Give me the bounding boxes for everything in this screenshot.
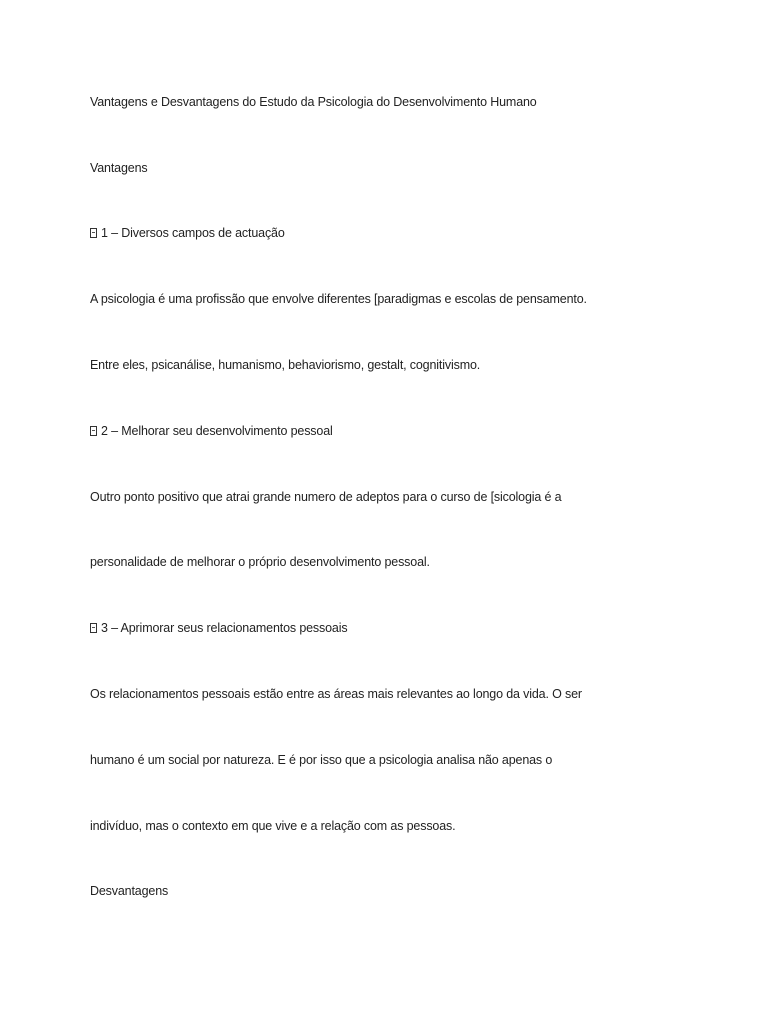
list-item-heading-text: 1 – Diversos campos de actuação — [101, 226, 285, 240]
list-item-heading-3 — [90, 620, 347, 636]
paragraph-line: personalidade de melhorar o próprio desenvolvimento pessoal. — [90, 555, 430, 569]
missing-glyph-box-icon — [90, 623, 97, 633]
paragraph-line: Outro ponto positivo que atrai grande numero de adeptos para o curso de [sicologia é a — [90, 490, 562, 504]
list-item-heading-text: 2 – Melhorar seu desenvolvimento pessoal — [101, 424, 333, 438]
section-heading-disadvantages: Desvantagens — [90, 884, 169, 898]
missing-glyph-box-icon — [90, 228, 97, 238]
paragraph-line: A psicologia é uma profissão que envolve diferentes [paradigmas e escolas de pensamento. — [90, 292, 587, 306]
document-title: Vantagens e Desvantagens do Estudo da Psicologia do Desenvolvimento Humano — [90, 95, 537, 109]
paragraph-line: indivíduo, mas o contexto em que vive e a relação com as pessoas. — [90, 819, 456, 833]
list-item-heading-2 — [90, 423, 333, 439]
paragraph-line: Entre eles, psicanálise, humanismo, behaviorismo, gestalt, cognitivismo. — [90, 358, 481, 372]
section-heading-advantages: Vantagens — [90, 161, 148, 175]
missing-glyph-box-icon — [90, 426, 97, 436]
paragraph-line: Os relacionamentos pessoais estão entre as áreas mais relevantes ao longo da vida. O ser — [90, 687, 582, 701]
list-item-heading-text: 3 – Aprimorar seus relacionamentos pessoais — [101, 621, 348, 635]
list-item-heading-1 — [90, 225, 285, 241]
paragraph-line: humano é um social por natureza. E é por isso que a psicologia analisa não apenas o — [90, 753, 553, 767]
